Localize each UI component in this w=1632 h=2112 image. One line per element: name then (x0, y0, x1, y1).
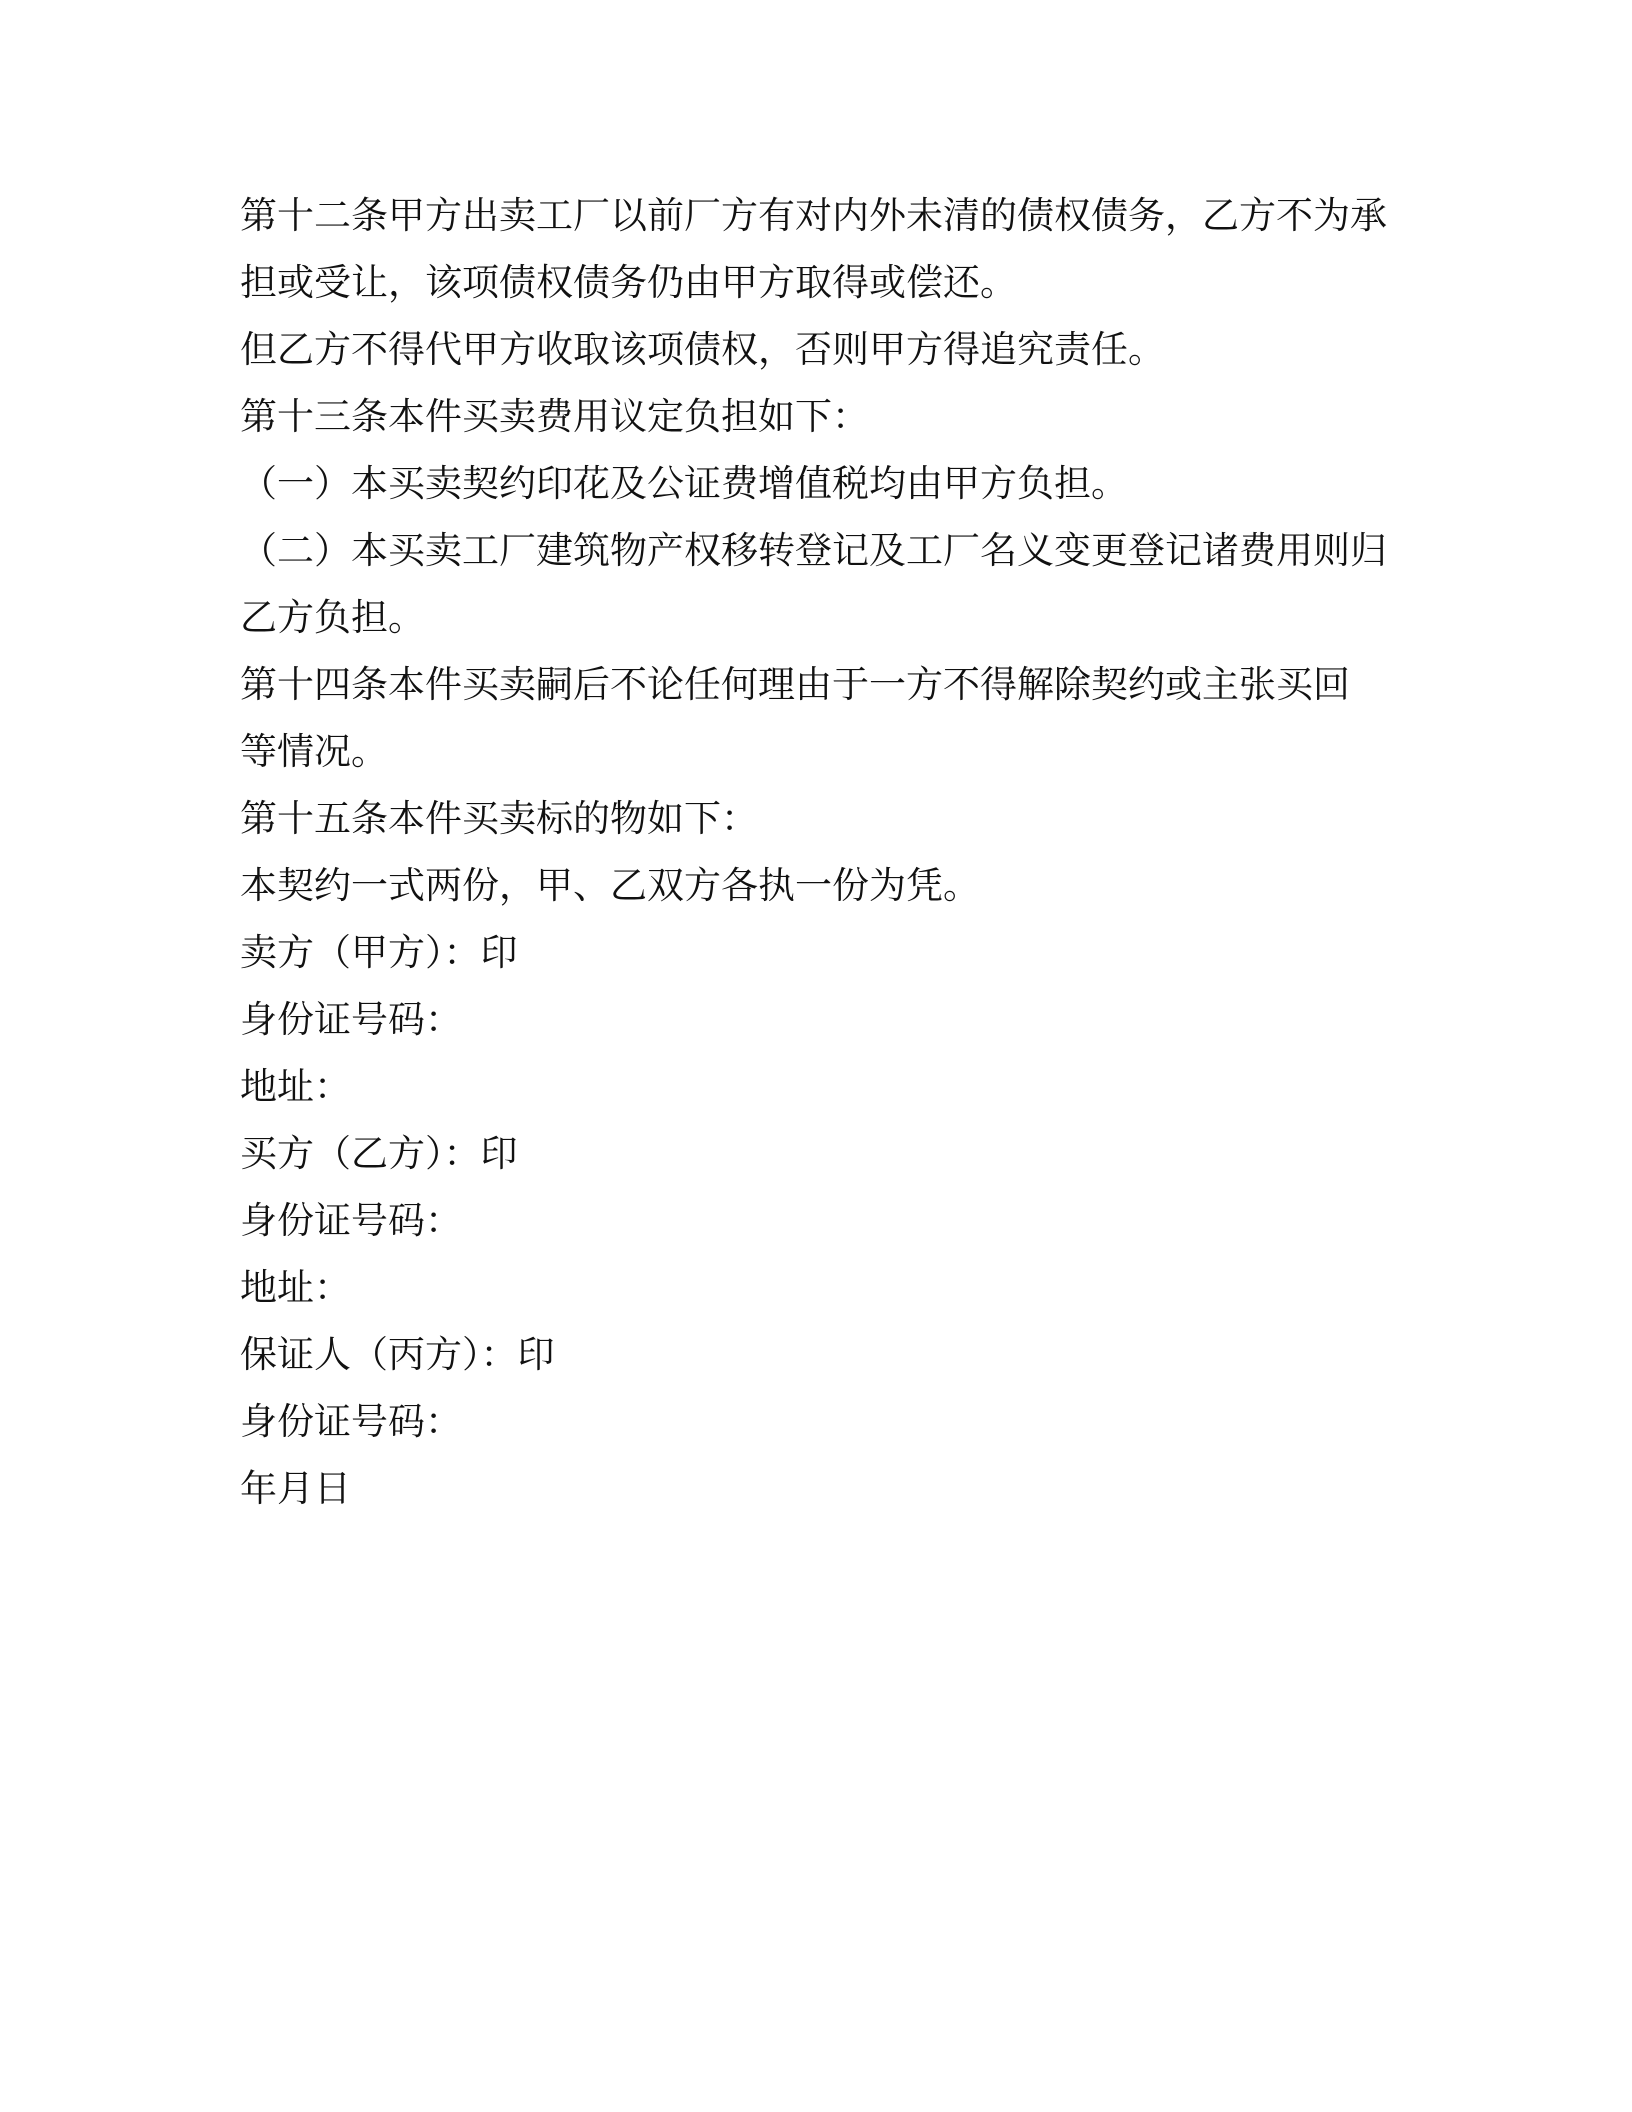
article-14-line-2: 等情况。 (240, 730, 388, 773)
article-14-line-1: 第十四条本件买卖嗣后不论任何理由于一方不得解除契约或主张买回 (240, 663, 1350, 706)
seller-signature-label: 卖方（甲方）：印 (240, 931, 518, 974)
article-12-line-3: 但乙方不得代甲方收取该项债权，否则甲方得追究责任。 (240, 328, 1165, 371)
buyer-address-label: 地址： (240, 1266, 351, 1309)
article-13-item-2-line-1: （二）本买卖工厂建筑物产权移转登记及工厂名义变更登记诸费用则归 (240, 529, 1387, 572)
article-13-item-2-line-2: 乙方负担。 (240, 596, 425, 639)
copies-clause: 本契约一式两份，甲、乙双方各执一份为凭。 (240, 864, 980, 907)
article-15-heading: 第十五条本件买卖标的物如下： (240, 797, 758, 840)
article-12-line-1: 第十二条甲方出卖工厂以前厂方有对内外未清的债权债务，乙方不为承 (240, 194, 1387, 237)
article-13-heading: 第十三条本件买卖费用议定负担如下： (240, 395, 869, 438)
document-body (240, 182, 1400, 1522)
guarantor-signature-label: 保证人（丙方）：印 (240, 1333, 555, 1376)
buyer-id-label: 身份证号码： (240, 1199, 462, 1242)
seller-address-label: 地址： (240, 1065, 351, 1108)
guarantor-id-label: 身份证号码： (240, 1400, 462, 1443)
date-label: 年月日 (240, 1467, 351, 1510)
article-12-line-2: 担或受让，该项债权债务仍由甲方取得或偿还。 (240, 261, 1017, 304)
buyer-signature-label: 买方（乙方）：印 (240, 1132, 518, 1175)
seller-id-label: 身份证号码： (240, 998, 462, 1041)
article-13-item-1: （一）本买卖契约印花及公证费增值税均由甲方负担。 (240, 462, 1128, 505)
